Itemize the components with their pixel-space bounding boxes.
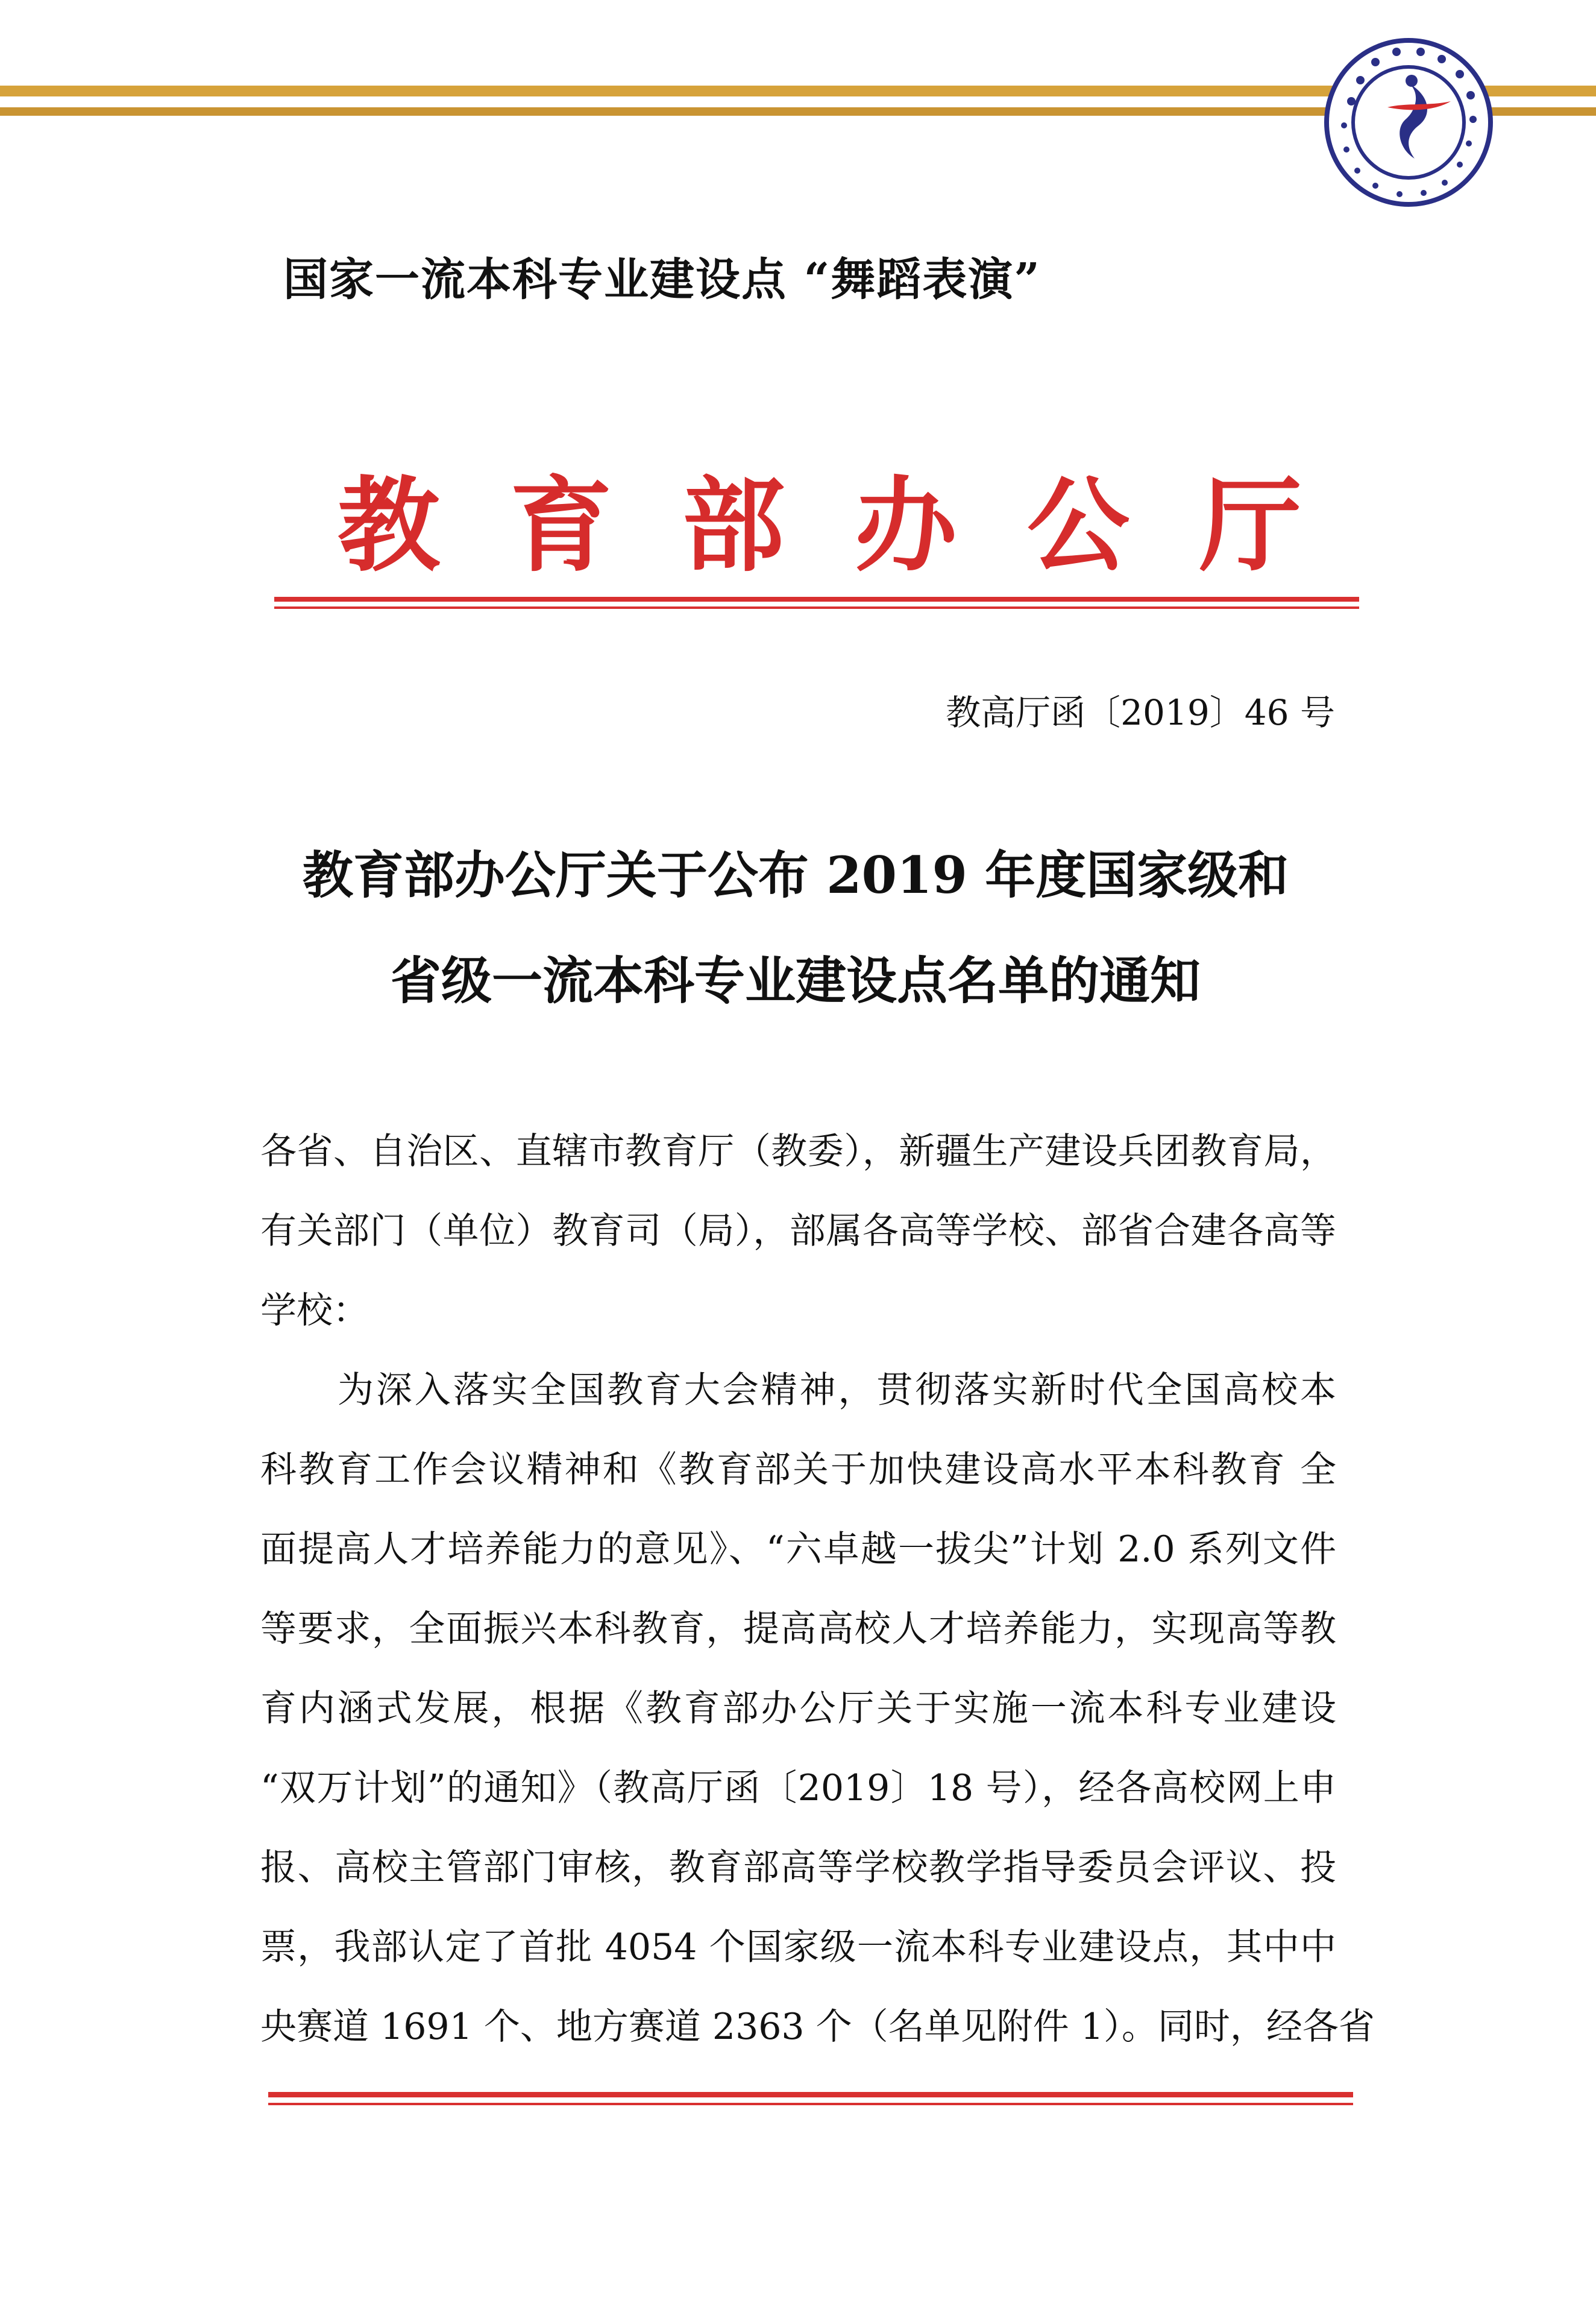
letterhead-char: 公 xyxy=(1026,465,1129,586)
notice-title-line-1: 教育部办公厅关于公布 2019 年度国家级和 xyxy=(302,845,1289,905)
letterhead-char: 育 xyxy=(509,465,612,586)
ministry-letterhead xyxy=(338,443,1302,591)
letterhead-red-rule xyxy=(274,597,1359,602)
body-line: “双万计划”的通知》（教高厅函〔2019〕18 号），经各高校网上申 xyxy=(260,1767,1336,1809)
body-line: 等要求，全面振兴本科教育，提高高校人才培养能力，实现高等教 xyxy=(260,1608,1336,1650)
dance-school-emblem xyxy=(1315,35,1502,210)
body-line: 科教育工作会议精神和《教育部关于加快建设高水平本科教育 全 xyxy=(260,1449,1336,1491)
body-line: 报、高校主管部门审核，教育部高等学校教学指导委员会评议、投 xyxy=(260,1847,1336,1889)
header-title: 国家一流本科专业建设点 “舞蹈表演” xyxy=(283,254,1041,306)
body-line: 面提高人才培养能力的意见》、“六卓越一拔尖”计划 2.0 系列文件 xyxy=(260,1528,1336,1570)
letterhead-char: 教 xyxy=(338,465,441,586)
body-line: 央赛道 1691 个、地方赛道 2363 个（名单见附件 1）。同时，经各省 xyxy=(260,2006,1375,2048)
body-line: 票，我部认定了首批 4054 个国家级一流本科专业建设点，其中中 xyxy=(260,1926,1336,1968)
document-number: 教高厅函〔2019〕46 号 xyxy=(946,692,1335,733)
letterhead-char: 厅 xyxy=(1199,465,1302,586)
body-line: 学校： xyxy=(260,1290,369,1332)
body-line: 各省、自治区、直辖市教育厅（教委），新疆生产建设兵团教育局， xyxy=(260,1130,1336,1173)
notice-title-line-2: 省级一流本科专业建设点名单的通知 xyxy=(390,951,1201,1010)
body-line: 为深入落实全国教育大会精神，贯彻落实新时代全国高校本 xyxy=(338,1369,1336,1411)
letterhead-char: 办 xyxy=(854,465,957,586)
body-line: 有关部门（单位）教育司（局），部属各高等学校、部省合建各高等 xyxy=(260,1210,1336,1252)
footer-red-rule xyxy=(268,2092,1353,2097)
footer-red-rule-thin xyxy=(268,2103,1353,2105)
letterhead-red-rule-thin xyxy=(274,606,1359,609)
letterhead-char: 部 xyxy=(682,465,785,586)
body-line: 育内涵式发展，根据《教育部办公厅关于实施一流本科专业建设 xyxy=(260,1687,1336,1730)
